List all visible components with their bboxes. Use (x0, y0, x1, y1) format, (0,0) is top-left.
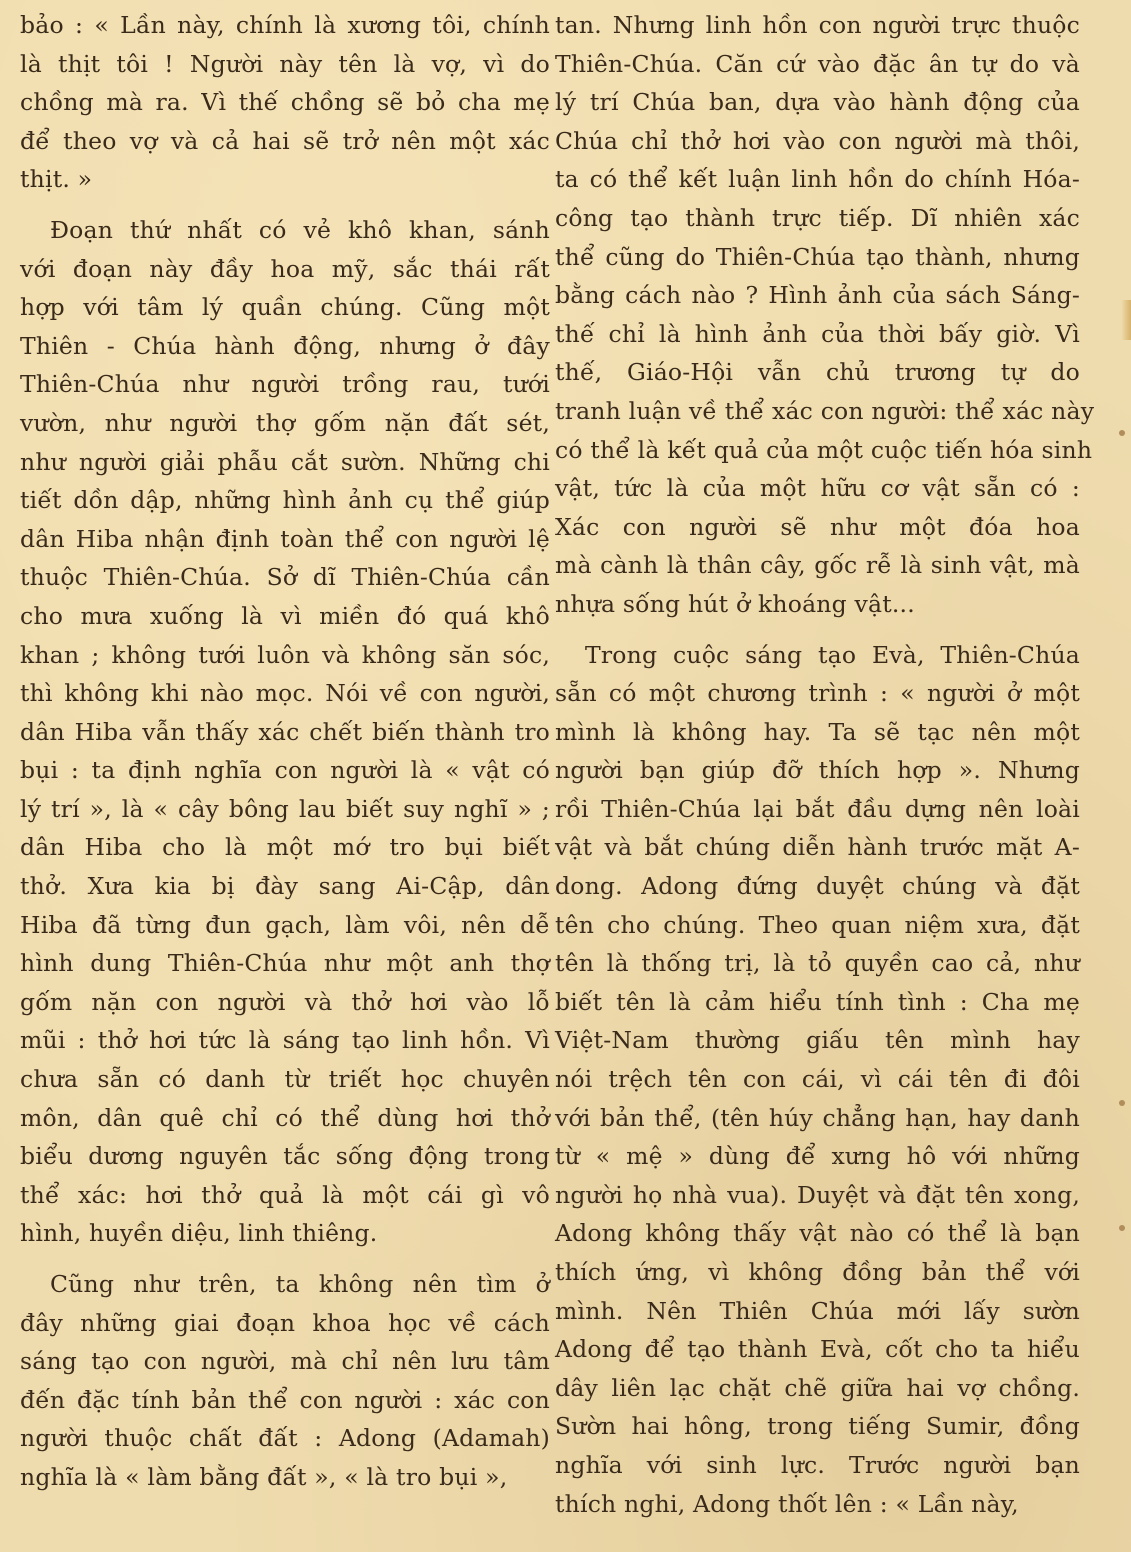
paper-stain (1121, 300, 1131, 340)
text-line: Thiên-Chúa. Căn cứ vào đặc ân tự do và (555, 49, 1080, 78)
text-line: Sườn hai hông, trong tiếng Sumir, đồng (555, 1412, 1080, 1441)
text-line: mình là không hay. Ta sẽ tạc nên một (555, 717, 1080, 746)
text-line: cho mưa xuống là vì miền đó quá khô (20, 601, 550, 630)
left-column (20, 6, 550, 1497)
text-line: có thể là kết quả của một cuộc tiến hóa sinh (555, 435, 1093, 464)
paragraph (555, 6, 1095, 624)
text-line: sáng tạo con người, mà chỉ nên lưu tâm (20, 1347, 550, 1376)
text-line: để theo vợ và cả hai sẽ trở nên một xác (20, 126, 550, 155)
paragraph-gap (20, 199, 550, 211)
paragraph (20, 211, 550, 1253)
text-line: như người giải phẫu cắt sườn. Những chi (20, 447, 550, 476)
text-line: hợp với tâm lý quần chúng. Cũng một (20, 293, 550, 322)
text-line: Đoạn thứ nhất có vẻ khô khan, sánh (50, 215, 550, 244)
text-line: mà cành là thân cây, gốc rễ là sinh vật, mà (555, 551, 1080, 580)
text-line: thuộc Thiên-Chúa. Sở dĩ Thiên-Chúa cần (20, 563, 550, 592)
text-line: Xác con người sẽ như một đóa hoa (555, 512, 1080, 541)
text-line: nghĩa với sinh lực. Trước người bạn (555, 1450, 1080, 1479)
text-line: thịt. » (20, 165, 93, 194)
text-line: chưa sẵn có danh từ triết học chuyên (20, 1065, 550, 1094)
text-line: chồng mà ra. Vì thế chồng sẽ bỏ cha mẹ (20, 88, 550, 117)
text-line: hình, huyền diệu, linh thiêng. (20, 1219, 378, 1248)
paragraph (555, 636, 1080, 1524)
text-line: Thiên-Chúa như người trồng rau, tưới (20, 370, 550, 399)
text-line: khan ; không tưới luôn và không săn sóc, (20, 640, 550, 669)
text-line: hình dung Thiên-Chúa như một anh thợ (20, 949, 550, 978)
text-line: tên cho chúng. Theo quan niệm xưa, đặt (555, 910, 1080, 939)
text-line: mình. Nên Thiên Chúa mới lấy sườn (555, 1296, 1080, 1325)
text-line: Thiên - Chúa hành động, nhưng ở đây (20, 331, 550, 360)
text-line: thế, Giáo-Hội vẫn chủ trương tự do (555, 358, 1080, 387)
text-line: dân Hiba nhận định toàn thể con người lệ (20, 524, 550, 553)
text-line: rồi Thiên-Chúa lại bắt đầu dựng nên loài (555, 794, 1080, 823)
edge-mark (1119, 430, 1125, 436)
text-line: biểu dương nguyên tắc sống động trong (20, 1142, 550, 1171)
text-line: thở. Xưa kia bị đày sang Ai-Cập, dân (20, 872, 550, 901)
paragraph (20, 1265, 550, 1497)
text-line: với đoạn này đầy hoa mỹ, sắc thái rất (20, 254, 550, 283)
text-line: vườn, như người thợ gốm nặn đất sét, (20, 408, 550, 437)
text-line: thế chỉ là hình ảnh của thời bấy giờ. Vì (555, 319, 1080, 348)
text-line: dân Hiba vẫn thấy xác chết biến thành tro (20, 717, 550, 746)
text-line: sẵn có một chương trình : « người ở một (555, 679, 1080, 708)
text-line: công tạo thành trực tiếp. Dĩ nhiên xác (555, 203, 1080, 232)
text-line: thích ứng, vì không đồng bản thể với (555, 1258, 1080, 1286)
text-line: nói trệch tên con cái, vì cái tên đi đôi (555, 1065, 1080, 1094)
text-line: Cũng như trên, ta không nên tìm ở (50, 1270, 550, 1298)
text-line: với bản thể, (tên húy chẳng hạn, hay danh (555, 1103, 1080, 1132)
text-line: dây liên lạc chặt chẽ giữa hai vợ chồng. (555, 1373, 1080, 1402)
paragraph-gap (555, 624, 1080, 636)
right-column (555, 6, 1095, 1523)
text-line: thích nghi, Adong thốt lên : « Lần này, (555, 1489, 1019, 1518)
text-line: bằng cách nào ? Hình ảnh của sách Sáng- (555, 281, 1080, 310)
text-line: Hiba đã từng đun gạch, làm vôi, nên dễ (20, 910, 550, 939)
text-line: bảo : « Lần này, chính là xương tôi, chính (20, 11, 550, 39)
text-line: tan. Nhưng linh hồn con người trực thuộc (555, 11, 1080, 39)
text-line: gốm nặn con người và thở hơi vào lỗ (20, 987, 550, 1016)
text-line: tranh luận về thể xác con người: thể xác này (555, 396, 1095, 425)
text-line: nghĩa là « làm bằng đất », « là tro bụi », (20, 1462, 508, 1491)
edge-mark (1119, 1225, 1125, 1231)
text-line: Adong không thấy vật nào có thể là bạn (555, 1219, 1080, 1248)
text-line: người bạn giúp đỡ thích hợp ». Nhưng (555, 756, 1080, 785)
text-line: thì không khi nào mọc. Nói về con người, (20, 679, 550, 708)
text-line: nhựa sống hút ở khoáng vật... (555, 589, 915, 618)
text-line: lý trí », là « cây bông lau biết suy nghĩ » ; (20, 794, 550, 823)
text-line: từ « mệ » dùng để xưng hô với những (555, 1142, 1080, 1171)
text-line: là thịt tôi ! Người này tên là vợ, vì do (20, 49, 550, 78)
text-line: ta có thể kết luận linh hồn do chính Hóa- (555, 165, 1080, 194)
text-line: thể cũng do Thiên-Chúa tạo thành, nhưng (555, 242, 1080, 271)
text-line: người họ nhà vua). Duyệt và đặt tên xong, (555, 1180, 1080, 1209)
text-line: Adong để tạo thành Evà, cốt cho ta hiểu (555, 1335, 1080, 1364)
text-line: tên là thống trị, là tỏ quyền cao cả, như (555, 949, 1080, 978)
text-line: vật và bắt chúng diễn hành trước mặt A- (555, 833, 1080, 862)
text-line: vật, tức là của một hữu cơ vật sẵn có : (555, 474, 1080, 503)
edge-mark (1119, 1100, 1125, 1106)
paragraph-gap (20, 1253, 550, 1265)
text-line: đây những giai đoạn khoa học về cách (20, 1308, 550, 1337)
text-line: tiết dồn dập, những hình ảnh cụ thể giúp (20, 486, 550, 515)
text-line: đến đặc tính bản thể con người : xác con (20, 1385, 550, 1414)
text-line: Việt-Nam thường giấu tên mình hay (555, 1026, 1080, 1055)
text-line: bụi : ta định nghĩa con người là « vật có (20, 756, 550, 785)
text-line: biết tên là cảm hiểu tính tình : Cha mẹ (555, 987, 1080, 1016)
text-line: người thuộc chất đất : Adong (Adamah) (20, 1424, 550, 1453)
text-line: lý trí Chúa ban, dựa vào hành động của (555, 88, 1080, 117)
text-line: Chúa chỉ thở hơi vào con người mà thôi, (555, 126, 1080, 155)
text-line: môn, dân quê chỉ có thể dùng hơi thở (20, 1103, 550, 1132)
text-line: dân Hiba cho là một mớ tro bụi biết (20, 833, 550, 862)
text-line: mũi : thở hơi tức là sáng tạo linh hồn. Vì (20, 1026, 550, 1055)
text-line: Trong cuộc sáng tạo Evà, Thiên-Chúa (585, 640, 1080, 669)
text-line: thể xác: hơi thở quả là một cái gì vô (20, 1180, 550, 1209)
text-line: dong. Adong đứng duyệt chúng và đặt (555, 872, 1080, 901)
paragraph (20, 6, 550, 199)
